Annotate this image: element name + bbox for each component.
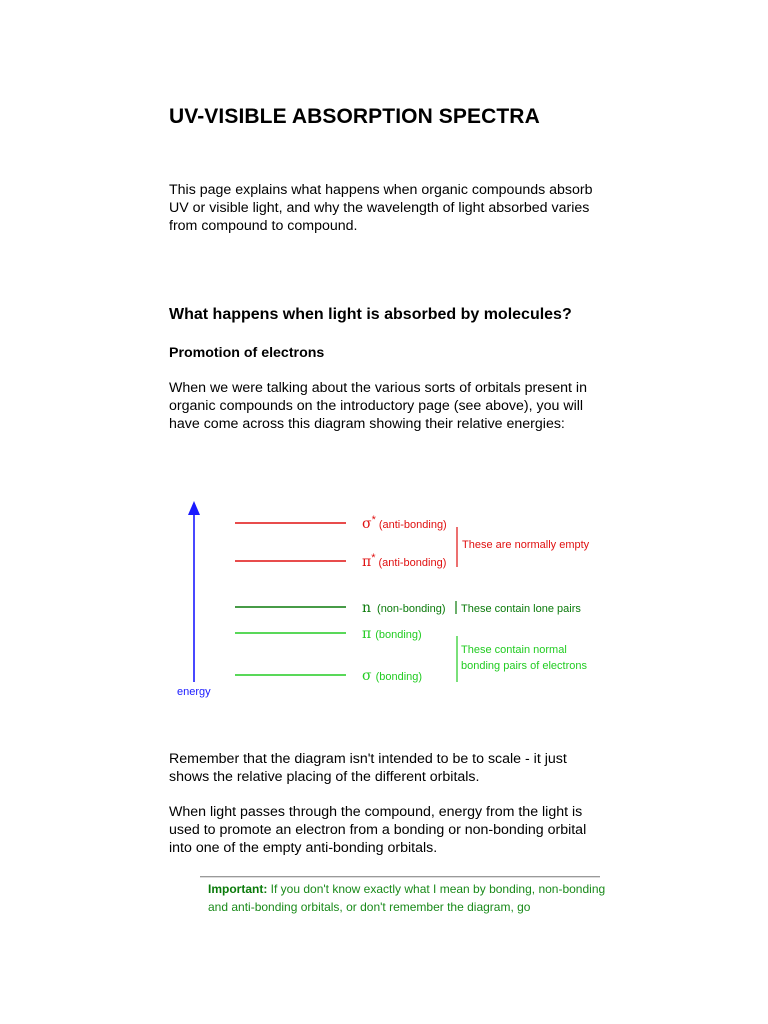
level-symbol: σ bbox=[362, 516, 372, 532]
level-symbol: σ bbox=[362, 668, 372, 684]
important-note bbox=[208, 880, 608, 916]
level-symbol: π bbox=[362, 626, 372, 642]
note-divider bbox=[200, 876, 600, 878]
important-note-text: If you don't know exactly what I mean by bonding, non-bonding and anti-bonding orbitals, or don't remember the diagram, go bbox=[208, 882, 606, 914]
note-bonding-line-1: These contain normal bbox=[461, 644, 567, 656]
level-description: (bonding) bbox=[375, 671, 423, 683]
energy-axis-arrowhead bbox=[188, 501, 200, 515]
note-normally-empty: These are normally empty bbox=[462, 539, 590, 551]
level-star: * bbox=[371, 552, 376, 564]
note-lone-pairs: These contain lone pairs bbox=[461, 603, 581, 615]
level-symbol: π bbox=[362, 554, 372, 570]
level-description: (anti-bonding) bbox=[378, 557, 447, 569]
intro-paragraph: This page explains what happens when organic compounds absorb UV or visible light, and why the wavelength of light absorbed varies from compound to compound. bbox=[169, 182, 593, 234]
level-label-pi-star bbox=[362, 552, 446, 570]
level-description: (bonding) bbox=[375, 629, 422, 641]
note-bonding-line-2: bonding pairs of electrons bbox=[461, 660, 587, 672]
level-label-sigma bbox=[362, 668, 422, 684]
level-label-pi bbox=[362, 626, 422, 642]
promotion-paragraph: When light passes through the compound, energy from the light is used to promote an electron from a bonding or non-bonding orbital into one of the empty anti-bonding orbitals. bbox=[169, 804, 587, 856]
page-title: UV-VISIBLE ABSORPTION SPECTRA bbox=[169, 105, 540, 128]
level-label-sigma-star bbox=[362, 514, 447, 532]
energy-axis-label: energy bbox=[177, 686, 211, 698]
section-heading: What happens when light is absorbed by molecules? bbox=[169, 306, 572, 323]
level-star: * bbox=[371, 514, 376, 526]
level-description: (anti-bonding) bbox=[378, 519, 447, 531]
diagram-intro-paragraph: When we were talking about the various sorts of orbitals present in organic compounds on the introductory page (see above), you will have come across this diagram showing their relative energies: bbox=[169, 380, 587, 432]
level-description: (non-bonding) bbox=[377, 603, 446, 615]
subsection-heading: Promotion of electrons bbox=[169, 345, 325, 361]
important-note-lead: Important: bbox=[208, 882, 268, 896]
level-symbol: n bbox=[362, 600, 372, 616]
scale-remark-paragraph: Remember that the diagram isn't intended to be to scale - it just shows the relative placing of the different orbitals. bbox=[169, 751, 567, 785]
level-label-n bbox=[362, 600, 446, 616]
